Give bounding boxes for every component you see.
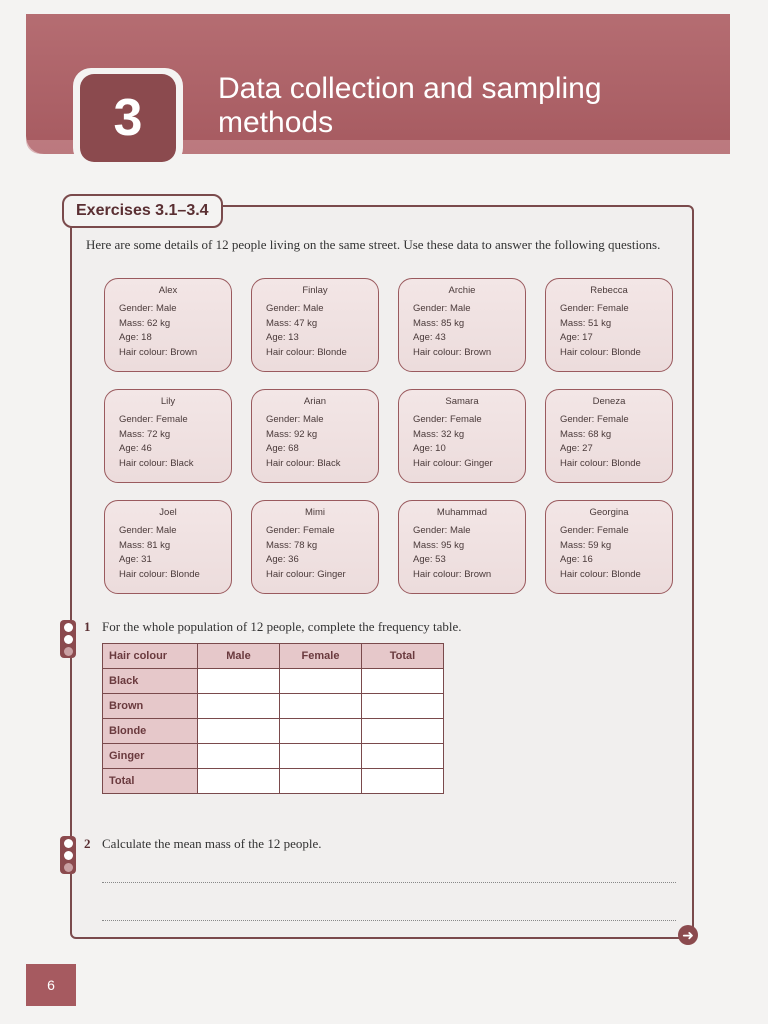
table-header: Hair colour (103, 644, 198, 669)
person-gender: Gender: Male (119, 525, 177, 536)
person-gender: Gender: Male (119, 303, 177, 314)
person-mass: Mass: 47 kg (266, 317, 318, 329)
table-header: Male (198, 644, 280, 669)
question-number: 2 (84, 836, 91, 851)
row-label: Ginger (103, 744, 198, 769)
person-hair: Hair colour: Blonde (119, 568, 200, 580)
person-mass: Mass: 92 kg (266, 428, 318, 440)
person-gender: Gender: Male (413, 525, 471, 536)
frequency-table (102, 643, 444, 794)
answer-cell[interactable] (198, 694, 280, 719)
person-age: Age: 18 (119, 332, 152, 343)
person-gender: Gender: Male (413, 303, 471, 314)
answer-cell[interactable] (280, 669, 362, 694)
person-card (104, 278, 232, 372)
person-age: Age: 53 (413, 554, 446, 565)
row-label: Black (103, 669, 198, 694)
answer-cell[interactable] (198, 744, 280, 769)
person-card (545, 278, 673, 372)
person-mass: Mass: 51 kg (560, 317, 612, 329)
person-name: Muhammad (436, 507, 488, 518)
person-card (545, 500, 673, 594)
person-card (104, 500, 232, 594)
person-mass: Mass: 62 kg (119, 317, 171, 329)
person-age: Age: 16 (560, 554, 593, 565)
person-gender: Gender: Female (560, 414, 629, 425)
row-label: Brown (103, 694, 198, 719)
answer-cell[interactable] (280, 744, 362, 769)
table-row (103, 719, 444, 744)
table-row (103, 744, 444, 769)
chapter-number: 3 (80, 74, 176, 162)
person-gender: Gender: Female (119, 414, 188, 425)
person-gender: Gender: Female (560, 303, 629, 314)
person-gender: Gender: Female (266, 525, 335, 536)
answer-cell[interactable] (362, 769, 444, 794)
table-header-row (103, 644, 444, 669)
person-mass: Mass: 32 kg (413, 428, 465, 440)
question-number: 1 (84, 619, 91, 634)
person-name: Samara (445, 396, 479, 407)
person-age: Age: 27 (560, 443, 593, 454)
person-age: Age: 68 (266, 443, 299, 454)
person-card (251, 278, 379, 372)
difficulty-marker-icon (60, 836, 76, 874)
answer-cell[interactable] (362, 744, 444, 769)
person-age: Age: 31 (119, 554, 152, 565)
person-hair: Hair colour: Ginger (413, 457, 493, 469)
answer-cell[interactable] (198, 719, 280, 744)
table-header: Female (280, 644, 362, 669)
person-age: Age: 46 (119, 443, 152, 454)
row-label: Total (103, 769, 198, 794)
person-card (398, 389, 526, 483)
person-hair: Hair colour: Brown (119, 346, 198, 358)
exercise-heading: Exercises 3.1–3.4 (62, 194, 223, 228)
person-name: Georgina (589, 507, 629, 518)
person-card (251, 389, 379, 483)
answer-cell[interactable] (362, 669, 444, 694)
page-number: 6 (26, 964, 76, 1006)
person-name: Archie (448, 285, 476, 296)
person-mass: Mass: 72 kg (119, 428, 171, 440)
answer-line[interactable] (102, 882, 676, 883)
person-mass: Mass: 85 kg (413, 317, 465, 329)
answer-cell[interactable] (280, 719, 362, 744)
person-name: Deneza (592, 396, 626, 407)
exercise-intro: Here are some details of 12 people living on the same street. Use these data to answer the following questions. (86, 237, 661, 252)
person-hair: Hair colour: Brown (413, 346, 492, 358)
row-label: Blonde (103, 719, 198, 744)
person-hair: Hair colour: Blonde (560, 457, 641, 469)
person-gender: Gender: Male (266, 414, 324, 425)
table-row (103, 694, 444, 719)
person-age: Age: 13 (266, 332, 299, 343)
answer-line[interactable] (102, 920, 676, 921)
answer-cell[interactable] (362, 719, 444, 744)
person-name: Mimi (304, 507, 326, 518)
person-age: Age: 10 (413, 443, 446, 454)
person-mass: Mass: 78 kg (266, 539, 318, 551)
difficulty-marker-icon (60, 620, 76, 658)
answer-cell[interactable] (198, 669, 280, 694)
person-name: Arian (303, 396, 327, 407)
person-card (398, 500, 526, 594)
person-hair: Hair colour: Black (119, 457, 194, 469)
question-text: Calculate the mean mass of the 12 people. (102, 836, 322, 851)
person-mass: Mass: 59 kg (560, 539, 612, 551)
person-age: Age: 36 (266, 554, 299, 565)
person-name: Joel (159, 507, 177, 518)
table-row (103, 769, 444, 794)
person-age: Age: 17 (560, 332, 593, 343)
person-hair: Hair colour: Black (266, 457, 341, 469)
person-name: Lily (160, 396, 176, 407)
person-card (104, 389, 232, 483)
question-text: For the whole population of 12 people, complete the frequency table. (102, 619, 462, 634)
person-mass: Mass: 95 kg (413, 539, 465, 551)
arrow-right-icon: ➜ (678, 925, 698, 945)
answer-cell[interactable] (280, 769, 362, 794)
person-gender: Gender: Female (413, 414, 482, 425)
person-hair: Hair colour: Blonde (560, 346, 641, 358)
table-header: Total (362, 644, 444, 669)
person-card (251, 500, 379, 594)
table-row (103, 669, 444, 694)
person-hair: Hair colour: Blonde (560, 568, 641, 580)
person-hair: Hair colour: Brown (413, 568, 492, 580)
person-hair: Hair colour: Blonde (266, 346, 347, 358)
person-name: Rebecca (590, 285, 628, 296)
person-mass: Mass: 68 kg (560, 428, 612, 440)
person-card (545, 389, 673, 483)
person-age: Age: 43 (413, 332, 446, 343)
person-gender: Gender: Male (266, 303, 324, 314)
person-gender: Gender: Female (560, 525, 629, 536)
person-name: Finlay (302, 285, 328, 296)
answer-cell[interactable] (198, 769, 280, 794)
person-name: Alex (158, 285, 178, 296)
person-mass: Mass: 81 kg (119, 539, 171, 551)
person-card (398, 278, 526, 372)
chapter-title: Data collection and sampling methods (218, 72, 602, 139)
answer-cell[interactable] (362, 694, 444, 719)
person-hair: Hair colour: Ginger (266, 568, 346, 580)
answer-cell[interactable] (280, 694, 362, 719)
